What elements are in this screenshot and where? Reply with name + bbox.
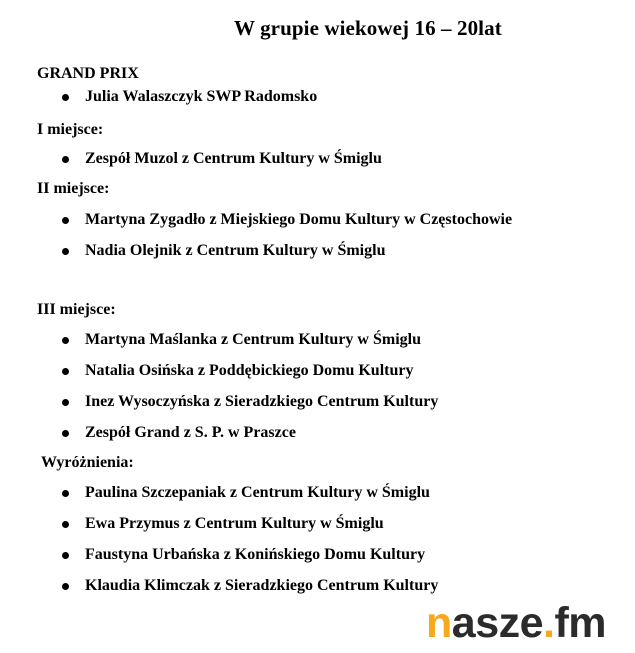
list-item-text: Julia Walaszczyk SWP Radomsko [85, 88, 318, 105]
section-heading-first-place: I miejsce: [37, 121, 104, 138]
logo-dot: . [543, 599, 555, 647]
logo-first-letter: n [426, 599, 452, 647]
list-item-text: Martyna Maślanka z Centrum Kultury w Śmiglu [85, 331, 421, 348]
bullet-icon [62, 156, 69, 163]
list-item-text: Natalia Osińska z Poddębickiego Domu Kultury [85, 362, 414, 379]
nasze-fm-logo [426, 598, 626, 648]
list-item [62, 393, 438, 411]
list-item [62, 515, 384, 533]
logo-middle: asze [451, 599, 544, 647]
section-heading-grand-prix: GRAND PRIX [37, 65, 139, 82]
section-heading-second-place: II miejsce: [37, 180, 110, 197]
bullet-icon [62, 552, 69, 559]
list-item [62, 88, 317, 106]
list-item [62, 331, 421, 349]
section-heading-honorable-mentions: Wyróżnienia: [41, 454, 134, 471]
list-item [62, 577, 438, 595]
bullet-icon [62, 337, 69, 344]
list-item [62, 546, 425, 564]
list-item-text: Ewa Przymus z Centrum Kultury w Śmiglu [85, 515, 384, 532]
section-heading-third-place: III miejsce: [37, 301, 116, 318]
document-title: W grupie wiekowej 16 – 20lat [234, 16, 502, 40]
list-item [62, 150, 382, 168]
bullet-icon [62, 368, 69, 375]
bullet-icon [62, 430, 69, 437]
list-item-text: Klaudia Klimczak z Sieradzkiego Centrum Kultury [85, 577, 439, 594]
list-item-text: Inez Wysoczyńska z Sieradzkiego Centrum Kultury [85, 393, 439, 410]
list-item-text: Faustyna Urbańska z Konińskiego Domu Kultury [85, 546, 426, 563]
list-item-text: Paulina Szczepaniak z Centrum Kultury w Śmiglu [85, 484, 430, 501]
list-item [62, 424, 296, 442]
list-item [62, 362, 413, 380]
list-item [62, 211, 512, 229]
bullet-icon [62, 217, 69, 224]
bullet-icon [62, 399, 69, 406]
list-item-text: Zespół Grand z S. P. w Praszce [85, 424, 296, 441]
bullet-icon [62, 248, 69, 255]
bullet-icon [62, 583, 69, 590]
list-item [62, 484, 430, 502]
bullet-icon [62, 521, 69, 528]
logo-suffix: fm [554, 599, 607, 647]
list-item-text: Martyna Zygadło z Miejskiego Domu Kultury w Częstochowie [85, 211, 513, 228]
list-item-text: Nadia Olejnik z Centrum Kultury w Śmiglu [85, 242, 386, 259]
list-item [62, 242, 385, 260]
bullet-icon [62, 94, 69, 101]
bullet-icon [62, 490, 69, 497]
list-item-text: Zespół Muzol z Centrum Kultury w Śmiglu [85, 150, 382, 167]
